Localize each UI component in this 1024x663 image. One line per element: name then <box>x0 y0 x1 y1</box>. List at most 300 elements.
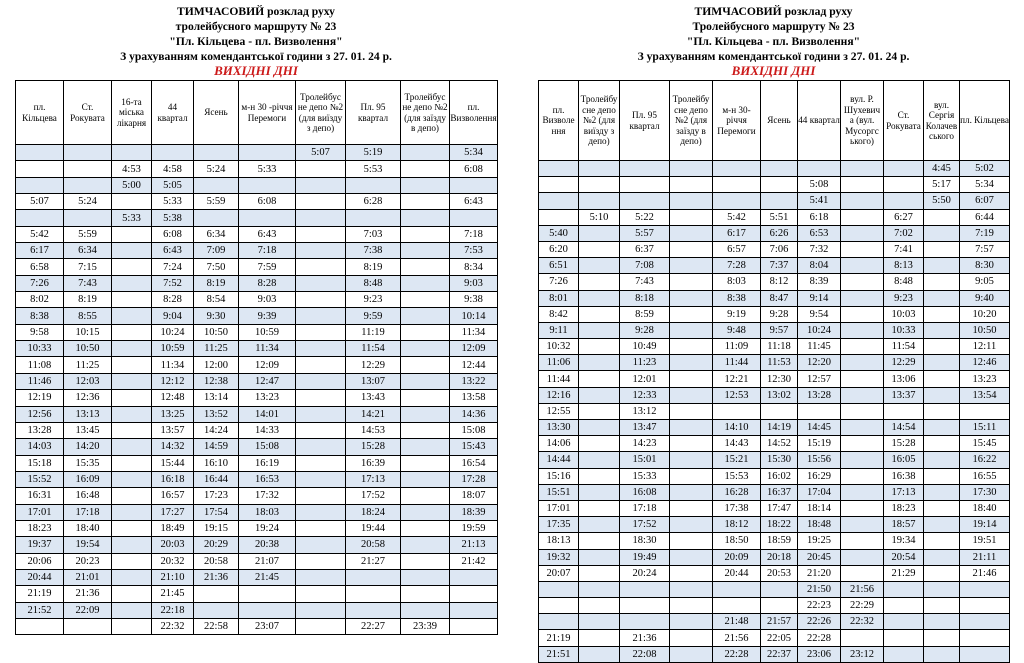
time-cell: 16:19 <box>239 455 296 471</box>
time-cell <box>670 533 713 549</box>
time-cell <box>924 565 960 581</box>
time-cell: 5:08 <box>798 177 841 193</box>
time-cell <box>239 602 296 618</box>
time-cell: 7:02 <box>884 225 924 241</box>
time-cell: 8:18 <box>620 290 670 306</box>
time-cell <box>539 598 579 614</box>
time-cell: 12:19 <box>16 390 64 406</box>
time-cell: 6:20 <box>539 241 579 257</box>
time-cell <box>401 471 450 487</box>
table-row <box>16 308 498 324</box>
time-cell: 5:59 <box>64 226 112 242</box>
time-cell: 15:21 <box>713 452 761 468</box>
time-cell <box>884 403 924 419</box>
time-cell <box>112 406 152 422</box>
table-row <box>16 488 498 504</box>
time-cell <box>761 193 798 209</box>
table-row <box>16 341 498 357</box>
time-cell <box>346 586 401 602</box>
time-cell: 22:32 <box>841 614 884 630</box>
time-cell: 8:03 <box>713 274 761 290</box>
time-cell <box>579 355 620 371</box>
time-cell: 13:30 <box>539 420 579 436</box>
time-cell: 21:19 <box>539 630 579 646</box>
time-cell <box>924 549 960 565</box>
time-cell: 19:54 <box>64 537 112 553</box>
time-cell <box>841 209 884 225</box>
time-cell: 12:01 <box>620 371 670 387</box>
time-cell <box>296 488 346 504</box>
time-cell <box>401 455 450 471</box>
time-cell <box>761 161 798 177</box>
time-cell <box>670 355 713 371</box>
time-cell <box>112 455 152 471</box>
time-cell: 14:01 <box>239 406 296 422</box>
time-cell <box>924 403 960 419</box>
title-line-1: ТИМЧАСОВИЙ розклад руху <box>694 5 853 18</box>
time-cell <box>296 422 346 438</box>
time-cell: 21:52 <box>16 602 64 618</box>
table-row <box>539 484 1010 500</box>
time-cell <box>670 258 713 274</box>
time-cell: 18:49 <box>152 520 194 536</box>
column-header: 16-та міська лікарня <box>112 81 152 145</box>
time-cell <box>112 194 152 210</box>
table-row <box>16 569 498 585</box>
time-cell <box>579 274 620 290</box>
time-cell <box>841 290 884 306</box>
time-cell <box>112 324 152 340</box>
time-cell <box>296 357 346 373</box>
time-cell <box>579 468 620 484</box>
table-row <box>16 504 498 520</box>
time-cell <box>112 439 152 455</box>
time-cell <box>924 436 960 452</box>
time-cell: 20:58 <box>194 553 239 569</box>
time-cell: 18:48 <box>798 517 841 533</box>
table-row <box>539 468 1010 484</box>
time-cell <box>924 290 960 306</box>
time-cell: 6:08 <box>239 194 296 210</box>
time-cell: 16:53 <box>239 471 296 487</box>
time-cell: 6:17 <box>713 225 761 241</box>
time-cell: 15:30 <box>761 452 798 468</box>
time-cell <box>841 403 884 419</box>
time-cell: 12:11 <box>960 339 1010 355</box>
time-cell <box>579 630 620 646</box>
time-cell: 12:48 <box>152 390 194 406</box>
time-cell <box>112 373 152 389</box>
time-cell <box>924 258 960 274</box>
time-cell <box>401 569 450 585</box>
time-cell: 10:24 <box>798 322 841 338</box>
time-cell: 13:23 <box>239 390 296 406</box>
time-cell <box>924 614 960 630</box>
time-cell: 5:42 <box>713 209 761 225</box>
time-cell <box>112 243 152 259</box>
time-cell <box>798 403 841 419</box>
time-cell <box>539 581 579 597</box>
time-cell: 7:09 <box>194 243 239 259</box>
time-cell <box>579 484 620 500</box>
time-cell: 8:48 <box>346 275 401 291</box>
table-row <box>16 586 498 602</box>
schedule-header-left <box>15 0 497 78</box>
time-cell: 12:53 <box>713 387 761 403</box>
time-cell <box>401 537 450 553</box>
time-cell: 17:54 <box>194 504 239 520</box>
column-header: пл. Визволення <box>450 81 498 145</box>
time-cell <box>841 225 884 241</box>
time-cell: 10:59 <box>152 341 194 357</box>
time-cell: 14:45 <box>798 420 841 436</box>
time-cell: 23:39 <box>401 618 450 634</box>
time-cell <box>579 533 620 549</box>
time-cell: 13:58 <box>450 390 498 406</box>
time-cell <box>296 194 346 210</box>
time-cell: 5:59 <box>194 194 239 210</box>
time-cell: 13:22 <box>450 373 498 389</box>
time-cell: 12:44 <box>450 357 498 373</box>
time-cell <box>579 452 620 468</box>
time-cell: 8:38 <box>16 308 64 324</box>
time-cell <box>401 308 450 324</box>
column-header: Тролейбу сне депо №2 (для виїзду з депо) <box>579 81 620 161</box>
time-cell <box>670 420 713 436</box>
time-cell: 14:24 <box>194 422 239 438</box>
time-cell: 17:30 <box>960 484 1010 500</box>
time-cell: 21:51 <box>539 646 579 662</box>
time-cell <box>924 209 960 225</box>
time-cell: 9:05 <box>960 274 1010 290</box>
table-row <box>539 177 1010 193</box>
time-cell <box>401 586 450 602</box>
time-cell <box>670 177 713 193</box>
time-cell <box>296 308 346 324</box>
time-cell: 6:26 <box>761 225 798 241</box>
table-row <box>16 390 498 406</box>
time-cell: 10:59 <box>239 324 296 340</box>
time-cell: 12:29 <box>346 357 401 373</box>
time-cell: 17:27 <box>152 504 194 520</box>
time-cell: 10:14 <box>450 308 498 324</box>
table-row <box>16 455 498 471</box>
time-cell <box>713 193 761 209</box>
time-cell: 21:45 <box>152 586 194 602</box>
time-cell <box>670 241 713 257</box>
time-cell: 16:08 <box>620 484 670 500</box>
time-cell: 12:38 <box>194 373 239 389</box>
table-row <box>16 226 498 242</box>
time-cell <box>112 602 152 618</box>
time-cell: 7:03 <box>346 226 401 242</box>
time-cell: 19:44 <box>346 520 401 536</box>
time-cell: 11:25 <box>194 341 239 357</box>
time-cell <box>401 373 450 389</box>
time-cell: 11:09 <box>713 339 761 355</box>
time-cell: 16:38 <box>884 468 924 484</box>
time-cell: 20:53 <box>761 565 798 581</box>
time-cell: 7:18 <box>450 226 498 242</box>
column-header: Тролейбус не депо №2 (для виїзду з депо) <box>296 81 346 145</box>
time-cell: 16:09 <box>64 471 112 487</box>
time-cell <box>884 177 924 193</box>
time-cell: 13:12 <box>620 403 670 419</box>
time-cell <box>670 193 713 209</box>
time-cell: 13:06 <box>884 371 924 387</box>
table-row <box>539 581 1010 597</box>
table-row <box>539 161 1010 177</box>
time-cell <box>296 586 346 602</box>
time-cell: 20:09 <box>713 549 761 565</box>
time-cell: 21:01 <box>64 569 112 585</box>
table-row <box>539 420 1010 436</box>
time-cell: 20:44 <box>16 569 64 585</box>
time-cell <box>450 569 498 585</box>
time-cell <box>924 452 960 468</box>
time-cell <box>539 177 579 193</box>
time-cell <box>924 322 960 338</box>
time-cell <box>112 390 152 406</box>
title-line-4: З урахуванням комендантської години з 27. 01. 24 р. <box>637 50 910 63</box>
time-cell: 8:12 <box>761 274 798 290</box>
time-cell <box>924 371 960 387</box>
time-cell: 8:39 <box>798 274 841 290</box>
time-cell: 14:03 <box>16 439 64 455</box>
time-cell: 21:10 <box>152 569 194 585</box>
time-cell <box>924 598 960 614</box>
time-cell: 5:22 <box>620 209 670 225</box>
time-cell <box>579 517 620 533</box>
time-cell: 8:02 <box>16 292 64 308</box>
time-cell: 10:03 <box>884 306 924 322</box>
time-cell: 19:34 <box>884 533 924 549</box>
time-cell <box>296 177 346 193</box>
time-cell: 8:55 <box>64 308 112 324</box>
time-cell: 22:37 <box>761 646 798 662</box>
time-cell: 13:52 <box>194 406 239 422</box>
time-cell: 13:14 <box>194 390 239 406</box>
time-cell <box>841 306 884 322</box>
time-cell <box>884 193 924 209</box>
time-cell: 22:05 <box>761 630 798 646</box>
time-cell: 10:50 <box>960 322 1010 338</box>
time-cell: 16:02 <box>761 468 798 484</box>
time-cell <box>670 306 713 322</box>
time-cell: 7:15 <box>64 259 112 275</box>
time-cell: 21:56 <box>841 581 884 597</box>
time-cell <box>841 468 884 484</box>
time-cell <box>64 145 112 161</box>
table-row <box>539 322 1010 338</box>
table-row <box>539 436 1010 452</box>
time-cell <box>296 324 346 340</box>
time-cell <box>713 177 761 193</box>
time-cell <box>884 646 924 662</box>
time-cell: 11:08 <box>16 357 64 373</box>
time-cell: 9:28 <box>761 306 798 322</box>
time-cell: 10:50 <box>64 341 112 357</box>
time-cell <box>960 598 1010 614</box>
time-cell <box>670 598 713 614</box>
time-cell <box>296 390 346 406</box>
time-cell <box>620 581 670 597</box>
table-row <box>16 324 498 340</box>
column-header: Ст. Рокувата <box>884 81 924 161</box>
table-row <box>539 598 1010 614</box>
time-cell: 6:37 <box>620 241 670 257</box>
title-line-2: Тролейбусного маршруту № 23 <box>692 20 855 33</box>
time-cell: 12:36 <box>64 390 112 406</box>
time-cell <box>841 371 884 387</box>
time-cell <box>296 537 346 553</box>
time-cell <box>346 210 401 226</box>
time-cell: 16:37 <box>761 484 798 500</box>
time-cell: 17:13 <box>346 471 401 487</box>
table-row <box>539 517 1010 533</box>
time-cell: 21:50 <box>798 581 841 597</box>
time-cell: 12:30 <box>761 371 798 387</box>
time-cell: 8:38 <box>713 290 761 306</box>
time-cell: 20:58 <box>346 537 401 553</box>
time-cell <box>401 422 450 438</box>
time-cell <box>670 517 713 533</box>
table-row <box>539 549 1010 565</box>
time-cell: 23:06 <box>798 646 841 662</box>
time-cell <box>841 258 884 274</box>
time-cell: 7:26 <box>16 275 64 291</box>
time-cell: 14:19 <box>761 420 798 436</box>
column-header: Ст. Рокувата <box>64 81 112 145</box>
time-cell <box>64 177 112 193</box>
time-cell: 18:40 <box>960 500 1010 516</box>
time-cell <box>16 145 64 161</box>
time-cell: 16:28 <box>713 484 761 500</box>
time-cell: 8:42 <box>539 306 579 322</box>
time-cell <box>112 145 152 161</box>
time-cell <box>401 226 450 242</box>
time-cell: 10:20 <box>960 306 1010 322</box>
time-cell <box>841 500 884 516</box>
time-cell: 16:48 <box>64 488 112 504</box>
time-cell: 18:57 <box>884 517 924 533</box>
time-cell: 7:41 <box>884 241 924 257</box>
time-cell: 17:38 <box>713 500 761 516</box>
time-cell: 4:58 <box>152 161 194 177</box>
time-cell <box>579 177 620 193</box>
time-cell <box>620 193 670 209</box>
time-cell <box>401 292 450 308</box>
time-cell <box>924 225 960 241</box>
time-cell: 4:45 <box>924 161 960 177</box>
time-cell: 15:44 <box>152 455 194 471</box>
time-cell <box>924 355 960 371</box>
time-cell: 18:13 <box>539 533 579 549</box>
time-cell <box>579 436 620 452</box>
time-cell: 21:36 <box>620 630 670 646</box>
time-cell: 10:49 <box>620 339 670 355</box>
time-cell: 21:56 <box>713 630 761 646</box>
time-cell <box>579 322 620 338</box>
time-cell: 20:38 <box>239 537 296 553</box>
time-cell: 12:55 <box>539 403 579 419</box>
time-cell <box>296 553 346 569</box>
column-header: пл. Кільцева <box>16 81 64 145</box>
time-cell: 8:54 <box>194 292 239 308</box>
table-row <box>16 406 498 422</box>
time-cell: 15:35 <box>64 455 112 471</box>
time-cell <box>670 549 713 565</box>
time-cell: 12:33 <box>620 387 670 403</box>
time-cell <box>194 210 239 226</box>
time-cell <box>112 275 152 291</box>
time-cell: 10:15 <box>64 324 112 340</box>
time-cell: 7:28 <box>713 258 761 274</box>
table-row <box>16 618 498 634</box>
time-cell: 6:58 <box>16 259 64 275</box>
time-cell: 7:50 <box>194 259 239 275</box>
time-cell: 20:18 <box>761 549 798 565</box>
time-cell: 14:33 <box>239 422 296 438</box>
time-cell <box>579 225 620 241</box>
time-cell: 5:24 <box>64 194 112 210</box>
time-cell <box>539 614 579 630</box>
time-cell: 13:57 <box>152 422 194 438</box>
time-cell <box>112 569 152 585</box>
column-header: Пл. 95 квартал <box>346 81 401 145</box>
time-cell <box>112 586 152 602</box>
time-cell <box>239 145 296 161</box>
time-cell: 13:02 <box>761 387 798 403</box>
time-cell: 16:22 <box>960 452 1010 468</box>
time-cell: 13:28 <box>16 422 64 438</box>
table-row <box>16 161 498 177</box>
time-cell: 18:24 <box>346 504 401 520</box>
time-cell <box>761 177 798 193</box>
time-cell <box>713 598 761 614</box>
time-cell <box>450 618 498 634</box>
time-cell: 14:20 <box>64 439 112 455</box>
time-cell: 14:52 <box>761 436 798 452</box>
time-cell: 21:11 <box>960 549 1010 565</box>
time-cell: 15:33 <box>620 468 670 484</box>
time-cell <box>112 618 152 634</box>
table-row <box>539 614 1010 630</box>
time-cell: 7:32 <box>798 241 841 257</box>
time-cell <box>112 504 152 520</box>
time-cell: 16:39 <box>346 455 401 471</box>
time-cell <box>924 484 960 500</box>
time-cell <box>841 484 884 500</box>
time-cell <box>761 598 798 614</box>
timetable-left <box>15 80 498 635</box>
time-cell: 13:43 <box>346 390 401 406</box>
table-row <box>16 439 498 455</box>
time-cell: 6:57 <box>713 241 761 257</box>
time-cell <box>841 452 884 468</box>
time-cell: 11:54 <box>884 339 924 355</box>
time-cell: 11:44 <box>713 355 761 371</box>
time-cell <box>841 387 884 403</box>
time-cell: 5:07 <box>296 145 346 161</box>
table-row <box>16 602 498 618</box>
time-cell <box>579 193 620 209</box>
time-cell <box>841 420 884 436</box>
time-cell: 20:24 <box>620 565 670 581</box>
time-cell: 17:13 <box>884 484 924 500</box>
time-cell: 13:47 <box>620 420 670 436</box>
time-cell: 20:03 <box>152 537 194 553</box>
